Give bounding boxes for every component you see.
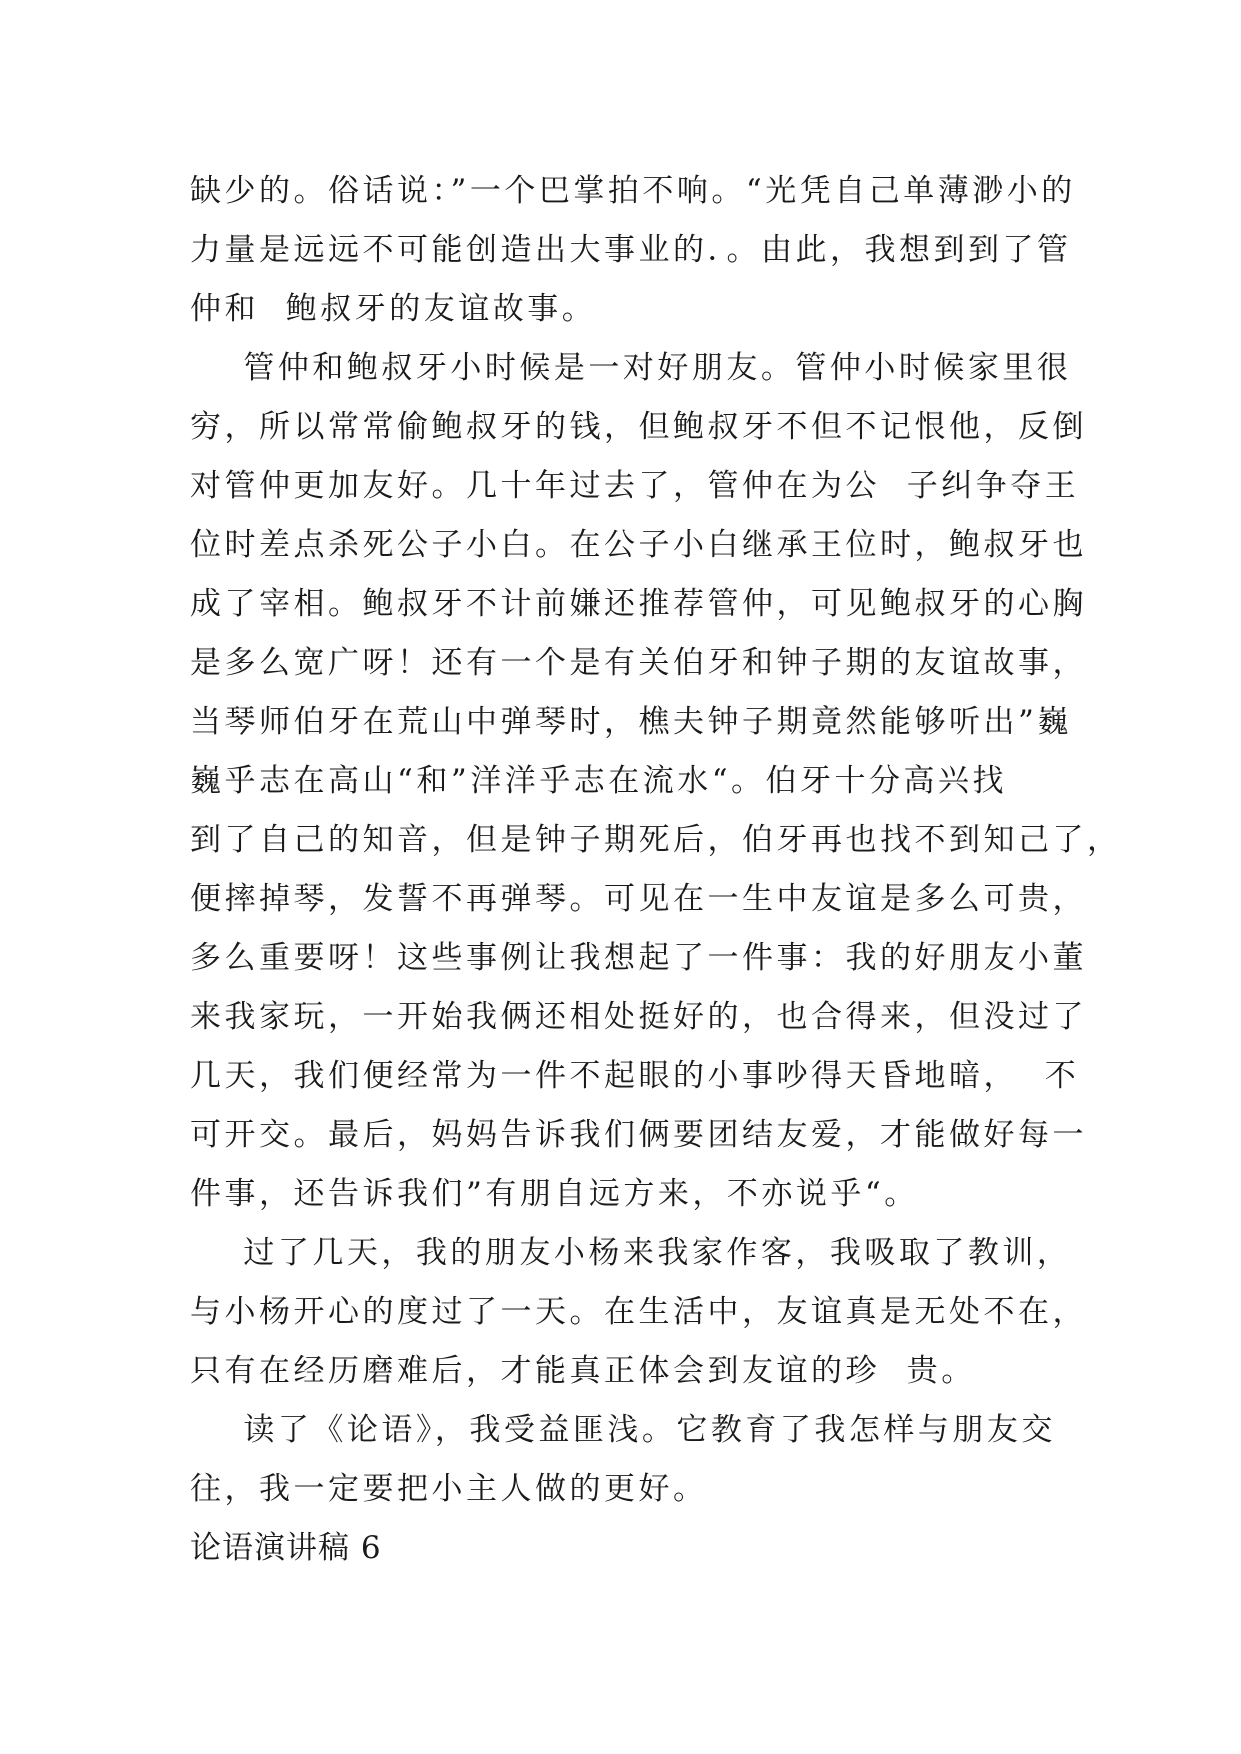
text-line: 管仲和鲍叔牙小时候是一对好朋友。管仲小时候家里很 [190, 350, 1072, 386]
text-line: 穷，所以常常偷鲍叔牙的钱，但鲍叔牙不但不记恨他，反倒 [190, 409, 1087, 445]
text-line: 读了《论语》，我受益匪浅。它教育了我怎样与朋友交 [190, 1412, 1056, 1448]
text-line: 来我家玩，一开始我俩还相处挺好的，也合得来，但没过了 [190, 999, 1087, 1035]
text-line: 成了宰相。鲍叔牙不计前嫌还推荐管仲，可见鲍叔牙的心胸 [190, 586, 1087, 622]
text-line: 到了自己的知音，但是钟子期死后，伯牙再也找不到知己了， [190, 822, 1122, 858]
text-line: 是多么宽广呀！还有一个是有关伯牙和钟子期的友谊故事， [190, 645, 1087, 681]
text-line: 与小杨开心的度过了一天。在生活中，友谊真是无处不在， [190, 1294, 1087, 1330]
text-line: 对管仲更加友好。几十年过去了，管仲在为公 子纠争夺王 [190, 468, 1080, 504]
text-line: 缺少的。俗话说：”一个巴掌拍不响。“光凭自己单薄渺小的 [190, 173, 1076, 209]
text-line: 只有在经历磨难后，才能真正体会到友谊的珍 贵。 [190, 1353, 976, 1389]
text-line: 当琴师伯牙在荒山中弹琴时，樵夫钟子期竟然能够听出”巍 [190, 704, 1072, 740]
text-line: 力量是远远不可能创造出大事业的．。由此，我想到到了管 [190, 232, 1072, 268]
text-line: 可开交。最后，妈妈告诉我们俩要团结友爱，才能做好每一 [190, 1117, 1087, 1153]
document-body [190, 162, 1122, 1578]
text-line: 多么重要呀！这些事例让我想起了一件事：我的好朋友小董 [190, 940, 1087, 976]
text-line: 仲和 鲍叔牙的友谊故事。 [190, 291, 597, 327]
text-line: 几天，我们便经常为一件不起眼的小事吵得天昏地暗， 不 [190, 1058, 1080, 1094]
text-line: 巍乎志在高山“和”洋洋乎志在流水“。伯牙十分高兴找 [190, 763, 1008, 799]
text-line: 便摔掉琴，发誓不再弹琴。可见在一生中友谊是多么可贵， [190, 881, 1087, 917]
text-line: 件事，还告诉我们”有朋自远方来，不亦说乎“。 [190, 1176, 919, 1212]
text-line: 过了几天，我的朋友小杨来我家作客，我吸取了教训， [190, 1235, 1072, 1271]
text-line: 往，我一定要把小主人做的更好。 [190, 1471, 708, 1507]
section-heading: 论语演讲稿 6 [190, 1530, 382, 1566]
text-line: 位时差点杀死公子小白。在公子小白继承王位时，鲍叔牙也 [190, 527, 1087, 563]
